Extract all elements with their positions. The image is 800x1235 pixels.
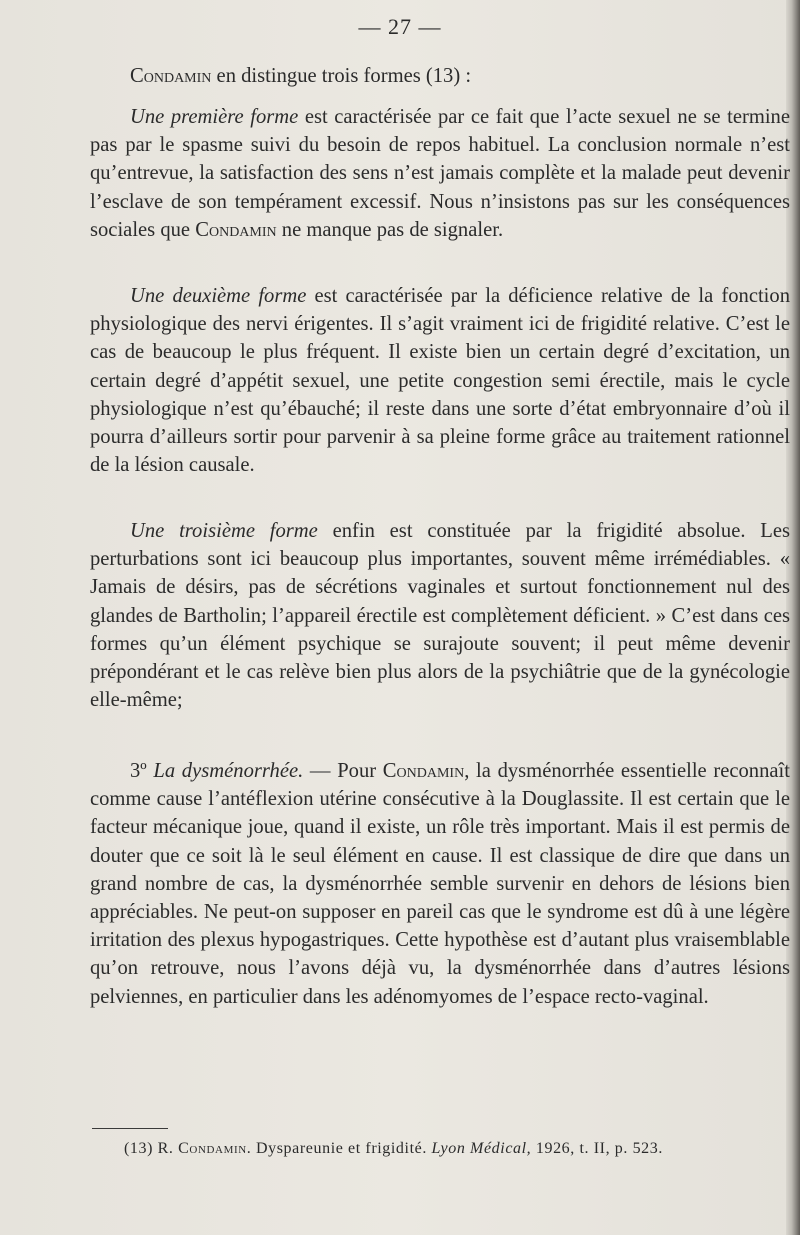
paragraph-third-form	[90, 517, 790, 714]
page-number: — 27 —	[358, 14, 442, 39]
author-name: Condamin	[195, 218, 277, 241]
paragraph-lead: Une première forme	[130, 106, 299, 128]
dash: — Pour	[303, 760, 383, 782]
paragraph-lead: Une deuxième forme	[130, 285, 307, 307]
section-title: La dysménorrhée.	[153, 760, 304, 782]
paragraph-dysmenorrhea	[90, 757, 790, 1011]
author-name: Condamin	[130, 65, 212, 87]
footnote-author: Condamin	[178, 1140, 247, 1157]
paragraph-second-form	[90, 282, 790, 479]
intro-line	[90, 62, 790, 90]
paragraph-first-form	[90, 103, 790, 244]
footnote-title: . Dyspareunie et frigidité.	[246, 1140, 432, 1157]
paragraph-body: enfin est constituée par la frigidité absolue. Les perturbations sont ici beaucoup plus importantes, souvent même irrémédiables. « Jamais de désirs, pas de sécrétions vaginales et surtout fonctionnement nul des glandes de Bartholin; l’appareil érectile est complètement déficient. » C’est dans ces formes qu’un élément psychique se surajoute souvent; il peut même devenir prépondérant et le cas relève bien plus alors de la psychiâtrie que de la gynécologie elle-même;	[90, 520, 790, 712]
paragraph-body: est caractérisée par la déficience relative de la fonction physiologique des nervi érigentes. Il s’agit vraiment ici de frigidité relative. C’est le cas de beaucoup le plus fréquent. Il existe bien un certain degré d’excitation, un certain degré d’appétit sexuel, une petite congestion semi érectile, mais le cycle physiologique n’est qu’ébauché; il reste dans une sorte d’état embryonnaire d’où il pourra d’ailleurs sortir pour parvenir à sa pleine forme grâce au traitement rationnel de la lésion causale.	[90, 285, 791, 477]
footnote-rule	[92, 1128, 168, 1129]
section-number: 3º	[130, 760, 154, 782]
paragraph-body: , la dysménorrhée essentielle reconnaît comme cause l’antéflexion utérine consécutive à la Douglassite. Il est certain que le facteur mécanique joue, quand il existe, un rôle très important. Mais il est permis de douter que ce soit là le seul élément en cause. Il est classique de dire que dans un grand nombre de cas, la dysménorrhée semble survenir en dehors de lésions bien appréciables. Ne peut-on supposer en pareil cas que le syndrome est dû à une légère irritation des plexus hypogastriques. Cette hypothèse est d’autant plus vraisemblable qu’on retrouve, nous l’avons déjà vu, la dysménorrhée dans d’autres lésions pelviennes, en particulier dans les adénomyomes de l’espace recto-vaginal.	[90, 760, 790, 1008]
footnote-journal: Lyon Médical,	[431, 1140, 532, 1157]
footnote	[124, 1138, 764, 1160]
footnote-ref: (13) R.	[124, 1140, 179, 1157]
intro-text: en distingue trois formes (13) :	[211, 65, 472, 87]
paragraph-tail: ne manque pas de signaler.	[276, 218, 504, 241]
paragraph-body: est caractérisée par ce fait que l’acte sexuel ne se termine pas par le spasme suivi du besoin de repos habituel. La conclusion normale n’est qu’entrevue, la satisfaction des sens n’est jamais complète et la malade peut devenir l’esclave de son tempérament excessif. Nous n’insistons pas sur les conséquences sociales que	[90, 106, 790, 241]
author-name: Condamin	[382, 760, 465, 782]
footnote-tail: 1926, t. II, p. 523.	[531, 1140, 663, 1157]
paragraph-lead: Une troisième forme	[130, 520, 318, 542]
